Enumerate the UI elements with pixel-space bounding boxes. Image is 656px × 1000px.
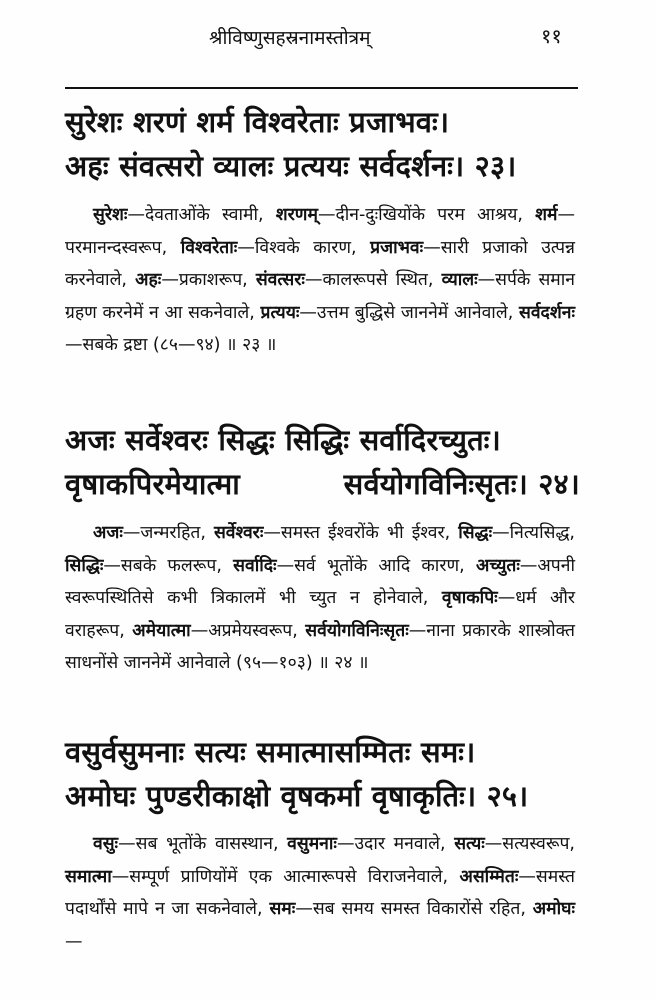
term: अहः [135,270,162,290]
commentary-paragraph [65,828,575,958]
commentary-paragraph [65,199,575,362]
verse-24 [65,418,580,506]
meaning: —प्रकाशरूप, [161,270,256,290]
meaning: —सब भूतोंके वासस्थान, [118,834,288,854]
meaning: —नित्यसिद्ध, [492,523,575,543]
verse-23 [65,100,516,188]
term: वसुमनाः [287,834,337,854]
meaning: —सब समय समस्त विकारोंसे रहित, [295,899,533,919]
meaning: —अप्रमेयस्वरूप, [190,620,306,641]
header-rule [65,87,578,89]
meaning: —सारी प्रजाको उत्पन्न करनेवाले, [65,237,575,290]
term: सिद्धिः [65,555,104,576]
term: अमोघः [532,899,575,919]
verse-line: अहः संवत्सरो व्यालः प्रत्ययः सर्वदर्शनः। २३। [65,149,517,183]
term: शरणम् [275,205,318,225]
running-title: श्रीविष्णुसहस्रनामस्तोत्रम् [209,27,371,49]
commentary-23 [65,199,575,362]
term: अजः [93,523,123,543]
meaning: —अपनी स्वरूपस्थितिसे कभी त्रिकालमें भी च्युत न होनेवाले, [65,555,575,608]
term: व्यालः [441,270,478,290]
term: विश्वरेताः [180,237,238,258]
meaning: —धर्म और वराहरूप, [65,588,575,641]
term: सुरेशः [93,205,128,225]
meaning: —देवताओंके स्वामी, [127,205,276,225]
term: सर्वदर्शनः [519,302,575,323]
meaning: —जन्मरहित, [122,523,214,543]
term: सर्वेश्वरः [213,523,264,543]
verse-line-part: वृषाकपिरमेयात्मा [65,467,240,501]
term: अच्युतः [475,555,520,576]
meaning: —दीन-दुःखियोंके परम आश्रय, [317,205,536,225]
meaning: —उत्तम बुद्धिसे जाननेमें आनेवाले, [299,302,519,323]
term: सर्वयोगविनिःसृतः [305,620,409,641]
term: समः [269,899,296,919]
term: समात्मा [65,866,112,887]
term: वसुः [93,834,119,854]
verse-line: अजः सर्वेश्वरः सिद्धः सिद्धिः सर्वादिरच्युतः। [65,423,501,457]
meaning: —सम्पूर्ण प्राणियोंमें एक आत्मारूपसे विराजनेवाले, [111,866,460,887]
verse-line-part: सर्वयोगविनिःसृतः। २४। [343,467,580,501]
term: वृषाकपिः [441,588,498,608]
commentary-24 [65,517,575,680]
term: सत्यः [454,834,485,854]
term: प्रजाभवः [370,237,424,258]
term: शर्म [535,205,558,225]
meaning: —सबके फलरूप, [103,555,234,576]
meaning: —उदार मनवाले, [336,834,455,854]
verse-line: सुरेशः शरणं शर्म विश्वरेताः प्रजाभवः। [65,105,450,139]
meaning: —नाना प्रकारके शास्त्रोक्त साधनोंसे जाननेमें आनेवाले (९५—१०३) ॥ २४ ॥ [65,620,575,673]
term: प्रत्ययः [260,302,300,323]
meaning: —सर्व भूतोंके आदि कारण, [276,555,476,576]
verse-25 [65,730,528,818]
meaning: —परमानन्दस्वरूप, [65,205,575,258]
meaning: — [65,931,83,952]
commentary-paragraph [65,517,575,680]
meaning: —सबके द्रष्टा (८५—९४) ॥ २३ ॥ [65,335,277,355]
meaning: —सत्यस्वरूप, [484,834,575,854]
term: असम्मितः [459,866,519,887]
commentary-25 [65,828,575,958]
verse-line [65,462,580,506]
page-number: ११ [541,24,562,48]
meaning: —विश्वके कारण, [237,237,371,258]
meaning: —कालरूपसे स्थित, [304,270,442,290]
term: सिद्धः [458,523,493,543]
meaning: —समस्त पदार्थोंसे मापे न जा सकनेवाले, [65,866,575,919]
verse-line: वसुर्वसुमनाः सत्यः समात्मासम्मितः समः। [65,735,476,769]
meaning: —सर्पके समान ग्रहण करनेमें न आ सकनेवाले, [65,270,575,323]
term: संवत्सरः [255,270,305,290]
term: सर्वादिः [233,555,277,576]
term: अमेयात्मा [132,620,191,641]
verse-line: अमोघः पुण्डरीकाक्षो वृषकर्मा वृषाकृतिः। २५। [65,779,529,813]
meaning: —समस्त ईश्वरोंके भी ईश्वर, [263,523,459,543]
